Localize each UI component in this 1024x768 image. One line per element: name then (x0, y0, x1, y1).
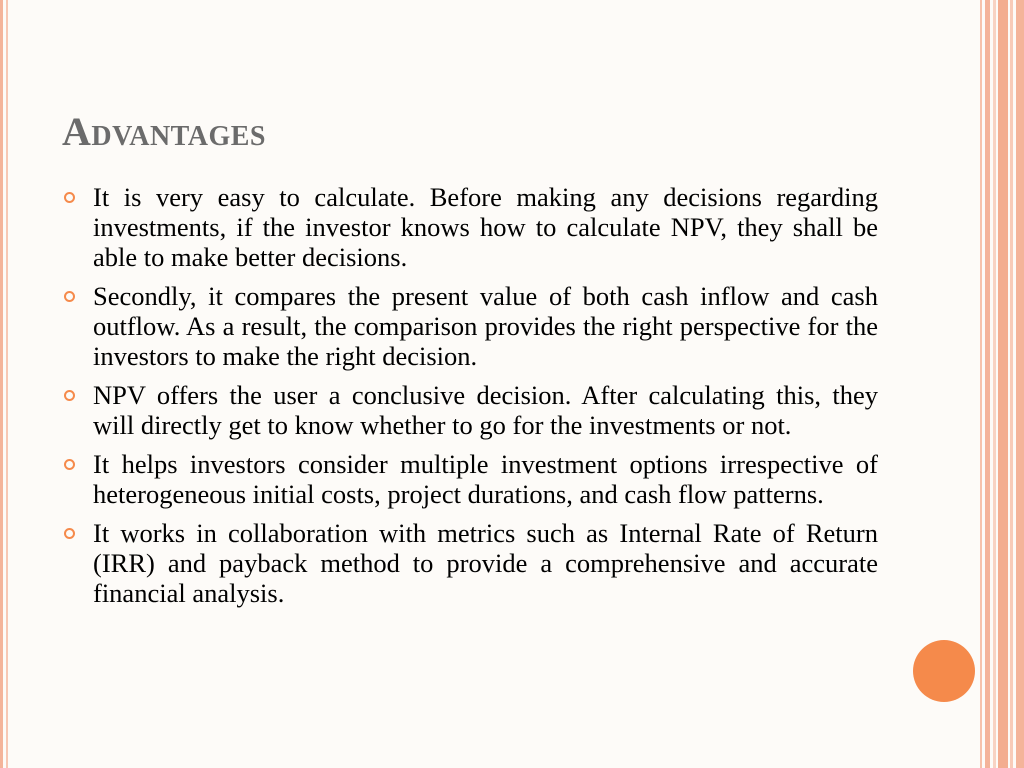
right-frame-stripe (985, 0, 990, 768)
bullet-text: It is very easy to calculate. Before making any decisions regarding investments, if the investor knows how to calculate NPV, they shall be able to make better decisions. (93, 182, 878, 272)
ring-bullet-icon (64, 291, 75, 302)
ring-bullet-icon (64, 459, 75, 470)
bullet-text: It works in collaboration with metrics such as Internal Rate of Return (IRR) and payback method to provide a comprehensive and accurate financial analysis. (93, 518, 878, 608)
bullet-item (62, 182, 878, 272)
right-frame-stripe (1016, 0, 1024, 768)
right-frame-stripe (993, 0, 996, 768)
right-frame-stripe (1010, 0, 1013, 768)
bullet-item (62, 281, 878, 371)
bullet-list (62, 182, 878, 617)
bullet-text: Secondly, it compares the present value of both cash inflow and cash outflow. As a result, the comparison provides the right perspective for the investors to make the right decision. (93, 281, 878, 371)
bullet-text: NPV offers the user a conclusive decision. After calculating this, they will directly get to know whether to go for the investments or not. (93, 380, 878, 440)
ring-bullet-icon (64, 192, 75, 203)
bullet-item (62, 380, 878, 440)
bullet-item (62, 518, 878, 608)
bullet-text: It helps investors consider multiple investment options irrespective of heterogeneous initial costs, project durations, and cash flow patterns. (93, 449, 878, 509)
ring-bullet-icon (64, 390, 75, 401)
bullet-item (62, 449, 878, 509)
left-frame-line (0, 0, 3, 768)
right-frame-stripe (998, 0, 1008, 768)
slide-title: Advantages (62, 109, 267, 154)
right-frame-stripe (980, 0, 982, 768)
left-frame-line-inner (6, 0, 8, 768)
ring-bullet-icon (64, 528, 75, 539)
decorative-circle-icon (913, 640, 975, 702)
